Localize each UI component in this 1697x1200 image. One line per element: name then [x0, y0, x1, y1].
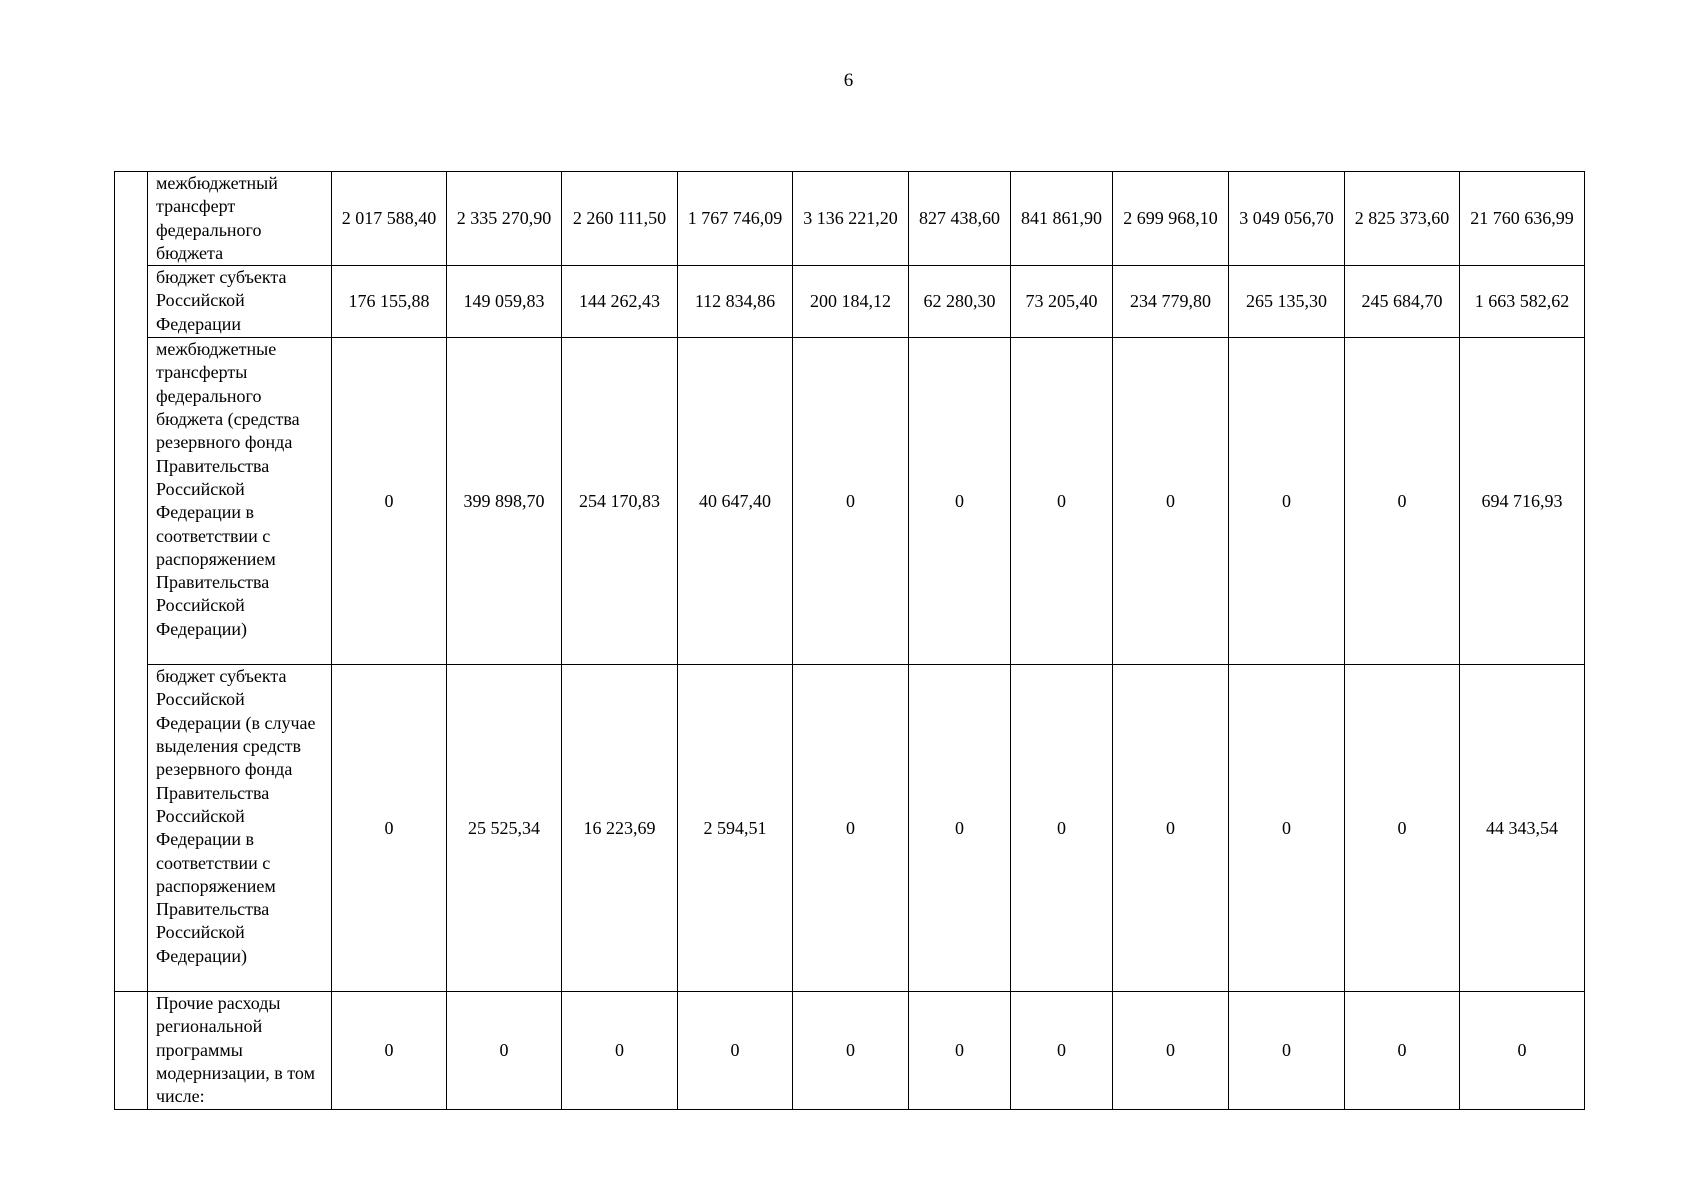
value-cell: 0 — [1229, 338, 1345, 665]
value-cell: 2 260 111,50 — [562, 172, 678, 266]
value-cell: 2 594,51 — [678, 665, 793, 992]
value-cell: 62 280,30 — [909, 266, 1011, 338]
value-cell: 0 — [332, 665, 447, 992]
value-cell: 2 017 588,40 — [332, 172, 447, 266]
value-cell: 0 — [447, 992, 562, 1109]
value-cell: 0 — [793, 338, 909, 665]
value-cell: 0 — [909, 992, 1011, 1109]
value-cell: 0 — [1345, 665, 1460, 992]
value-cell: 234 779,80 — [1113, 266, 1229, 338]
row-label: бюджет субъекта Российской Федерации — [148, 266, 332, 338]
value-cell: 1 767 746,09 — [678, 172, 793, 266]
page-number: 6 — [843, 70, 854, 91]
table-row — [115, 992, 1585, 1109]
value-cell: 144 262,43 — [562, 266, 678, 338]
row-label: межбюджетный трансферт федерального бюджета — [148, 172, 332, 266]
value-cell: 0 — [909, 665, 1011, 992]
value-cell: 0 — [1113, 338, 1229, 665]
value-cell: 0 — [678, 992, 793, 1109]
total-cell: 0 — [1460, 992, 1585, 1109]
value-cell: 0 — [793, 992, 909, 1109]
value-cell: 3 136 221,20 — [793, 172, 909, 266]
value-cell: 0 — [1011, 665, 1113, 992]
value-cell: 112 834,86 — [678, 266, 793, 338]
value-cell: 0 — [909, 338, 1011, 665]
value-cell: 254 170,83 — [562, 338, 678, 665]
value-cell: 16 223,69 — [562, 665, 678, 992]
total-cell: 694 716,93 — [1460, 338, 1585, 665]
value-cell: 0 — [332, 992, 447, 1109]
value-cell: 176 155,88 — [332, 266, 447, 338]
row-label: Прочие расходы региональной программы модернизации, в том числе: — [148, 992, 332, 1109]
value-cell: 0 — [1345, 992, 1460, 1109]
table-row — [115, 266, 1585, 338]
table-row — [115, 338, 1585, 665]
value-cell: 2 335 270,90 — [447, 172, 562, 266]
value-cell: 0 — [793, 665, 909, 992]
value-cell: 0 — [1011, 338, 1113, 665]
value-cell: 0 — [562, 992, 678, 1109]
value-cell: 0 — [1229, 665, 1345, 992]
budget-table — [114, 171, 1585, 1110]
row-label: межбюджетные трансферты федерального бюджета (средства резервного фонда Правительства Российской Федерации в соответствии с распоряжением Правительства Российской Федерации) — [148, 338, 332, 665]
total-cell: 21 760 636,99 — [1460, 172, 1585, 266]
value-cell: 149 059,83 — [447, 266, 562, 338]
value-cell: 841 861,90 — [1011, 172, 1113, 266]
value-cell: 0 — [1345, 338, 1460, 665]
row-group-number-cell — [115, 172, 148, 992]
value-cell: 3 049 056,70 — [1229, 172, 1345, 266]
value-cell: 2 825 373,60 — [1345, 172, 1460, 266]
value-cell: 0 — [1229, 992, 1345, 1109]
value-cell: 0 — [1113, 665, 1229, 992]
value-cell: 399 898,70 — [447, 338, 562, 665]
value-cell: 0 — [332, 338, 447, 665]
value-cell: 73 205,40 — [1011, 266, 1113, 338]
row-number-cell — [115, 992, 148, 1109]
value-cell: 25 525,34 — [447, 665, 562, 992]
value-cell: 200 184,12 — [793, 266, 909, 338]
value-cell: 40 647,40 — [678, 338, 793, 665]
value-cell: 0 — [1113, 992, 1229, 1109]
value-cell: 0 — [1011, 992, 1113, 1109]
total-cell: 44 343,54 — [1460, 665, 1585, 992]
value-cell: 245 684,70 — [1345, 266, 1460, 338]
value-cell: 2 699 968,10 — [1113, 172, 1229, 266]
value-cell: 827 438,60 — [909, 172, 1011, 266]
row-label: бюджет субъекта Российской Федерации (в случае выделения средств резервного фонда Правительства Российской Федерации в соответствии с распоряжением Правительства Российской Федерации) — [148, 665, 332, 992]
table-row — [115, 665, 1585, 992]
table-row — [115, 172, 1585, 266]
value-cell: 265 135,30 — [1229, 266, 1345, 338]
total-cell: 1 663 582,62 — [1460, 266, 1585, 338]
